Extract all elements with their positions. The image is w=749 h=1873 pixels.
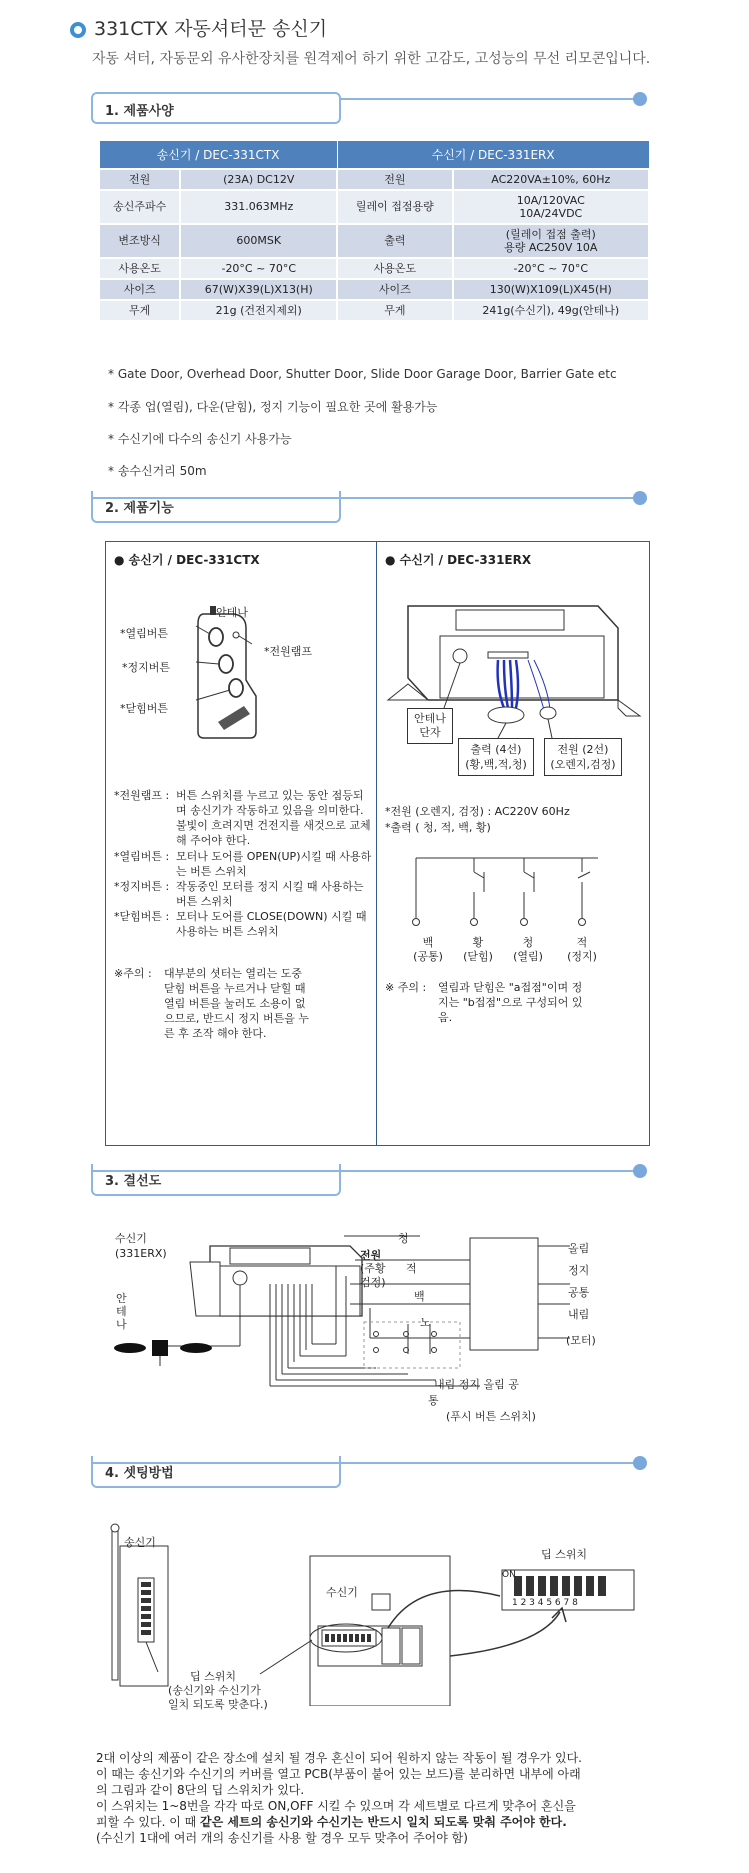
table-cell: 무게 — [99, 300, 180, 321]
tx-heading: ● 송신기 / DEC-331CTX — [114, 553, 260, 567]
rx-power-spec: *전원 (오렌지, 검정) : AC220V 60Hz — [385, 805, 570, 818]
wiring-antenna-label: 안 테 나 — [116, 1292, 127, 1331]
setting-para — [96, 1814, 582, 1830]
label-power-lamp: *전원램프 — [264, 645, 313, 658]
table-cell: 사용온도 — [337, 258, 452, 279]
setting-diagram — [100, 1516, 640, 1706]
setting-para: 2대 이상의 제품이 같은 장소에 설치 될 경우 혼신이 되어 원하지 않는 작동이 될 경우가 있다. — [96, 1751, 582, 1765]
page-title: 331CTX 자동셔터문 송신기 — [94, 18, 328, 40]
desc-key: *정지버튼 : — [114, 880, 170, 893]
table-cell: 241g(수신기), 49g(안테나) — [453, 300, 649, 321]
wiring-receiver-label: 수신기 (331ERX) — [115, 1232, 167, 1260]
desc-value: 버튼 스위치를 누르고 있는 동안 점등되며 송신기가 작동하고 있음을 의미한다. 불빛이 흐려지면 건전지를 새것으로 교체 해 주어야 한다. — [176, 789, 371, 847]
wiring-power-label: 전원 — [360, 1249, 382, 1262]
section-title: 4. 셋팅방법 — [91, 1456, 341, 1488]
spec-head-transmitter: 송신기 / DEC-331CTX — [99, 141, 337, 169]
setting-para: 의 그림과 같이 8단의 딥 스위치가 있다. — [96, 1783, 305, 1797]
desc-value: 작동중인 모터를 정지 시킬 때 사용하는 버튼 스위치 — [176, 880, 364, 908]
push-switch-label: (푸시 버튼 스위치) — [446, 1410, 536, 1423]
rx-heading: ● 수신기 / DEC-331ERX — [385, 553, 532, 567]
section-dot-icon — [633, 491, 647, 505]
setting-para: 이 스위치는 1~8번을 각각 따로 ON,OFF 시킬 수 있으며 각 세트별로 다르게 맞추어 혼신을 — [96, 1799, 576, 1813]
table-cell: 변조방식 — [99, 224, 180, 258]
setting-para: 이 때는 송신기와 수신기의 커버를 열고 PCB(부품이 붙어 있는 보드)를 분리하면 내부에 아래 — [96, 1767, 581, 1781]
section-dot-icon — [633, 1164, 647, 1178]
label-close-button: *닫힘버튼 — [120, 702, 169, 715]
switch-labels: 내림 정지 올림 공 — [434, 1378, 519, 1391]
desc-value: 모터나 도어를 OPEN(UP)시킬 때 사용하는 버튼 스위치 — [176, 850, 372, 878]
relay-label-stop: 적 (정지) — [567, 936, 597, 963]
note-item: * 수신기에 다수의 송신기 사용가능 — [108, 432, 292, 446]
setting-para-bold: 같은 세트의 송신기와 수신기는 반드시 일치 되도록 맞춰 주어야 한다. — [200, 1815, 567, 1829]
setting-description — [96, 1750, 582, 1846]
table-cell: 21g (건전지제외) — [180, 300, 337, 321]
section-title: 3. 결선도 — [91, 1164, 341, 1196]
setting-para: (수신기 1대에 여러 개의 송신기를 사용 할 경우 모두 맞추어 주어야 함) — [96, 1831, 468, 1845]
setting-dip-label: 딥 스위치 — [190, 1670, 237, 1683]
functions-box — [105, 541, 650, 1146]
caution-key: ※ 주의 : — [385, 981, 427, 994]
desc-value: 모터나 도어를 CLOSE(DOWN) 시킬 때 사용하는 버튼 스위치 — [176, 910, 367, 938]
label-antenna: 안테나 — [216, 606, 248, 619]
rx-output-spec: *출력 ( 청, 적, 백, 황) — [385, 821, 491, 834]
section-header-setting — [91, 1456, 647, 1492]
table-row — [99, 190, 649, 224]
table-cell: 사이즈 — [99, 279, 180, 300]
section-header-wiring — [91, 1164, 647, 1200]
table-cell: (릴레이 접점 출력) 용량 AC250V 10A — [453, 224, 649, 258]
section-rule — [341, 1170, 637, 1172]
note-item: * 각종 업(열림), 다운(닫힘), 정지 기능이 필요한 곳에 활용가능 — [108, 400, 438, 414]
label-power-wires: 전원 (2선) (오렌지,검정) — [544, 738, 622, 776]
table-cell: 600MSK — [180, 224, 337, 258]
table-cell: 전원 — [99, 169, 180, 190]
label-stop-button: *정지버튼 — [122, 661, 171, 674]
motor-terminal-down: 내림 — [568, 1308, 590, 1321]
table-cell: 릴레이 접점용량 — [337, 190, 452, 224]
setting-dip-numbers: 1 2 3 4 5 6 7 8 — [512, 1598, 578, 1608]
table-cell: 출력 — [337, 224, 452, 258]
caution-key: ※주의 : — [114, 967, 152, 980]
setting-on-label: ON — [502, 1570, 516, 1580]
motor-label: (모터) — [566, 1334, 596, 1347]
caution-text: 대부분의 셧터는 열리는 도중 닫힘 버튼을 누르거나 닫힐 때 열림 버튼을 눌러도 소용이 없으므로, 반드시 정지 버튼을 누른 후 조작 해야 한다. — [164, 967, 309, 1040]
setting-transmitter-label: 송신기 — [124, 1536, 156, 1549]
section-dot-icon — [633, 1456, 647, 1470]
note-item: * 송수신거리 50m — [108, 464, 207, 478]
table-cell: 무게 — [337, 300, 452, 321]
section-rule — [341, 497, 637, 499]
setting-para-normal: 피할 수 있다. 이 때 — [96, 1815, 201, 1829]
section-dot-icon — [633, 92, 647, 106]
motor-terminal-up: 올림 — [568, 1242, 590, 1255]
wiring-power-colors: (주황 검정) — [360, 1262, 386, 1289]
section-rule — [341, 98, 637, 100]
table-cell: -20°C ~ 70°C — [180, 258, 337, 279]
table-row — [99, 224, 649, 258]
section-header-spec — [91, 92, 647, 128]
setting-dip-note: (송신기와 수신기가 일치 되도록 맞춘다.) — [168, 1684, 268, 1711]
table-cell: 67(W)X39(L)X13(H) — [180, 279, 337, 300]
setting-dip-title: 딥 스위치 — [541, 1548, 588, 1561]
table-cell: 10A/120VAC 10A/24VDC — [453, 190, 649, 224]
title-bullet-icon — [70, 22, 86, 38]
section-header-functions — [91, 491, 647, 527]
table-row — [99, 169, 649, 190]
wire-red-label: 적 — [406, 1262, 417, 1275]
desc-key: *열림버튼 : — [114, 850, 170, 863]
page-subtitle: 자동 셔터, 자동문외 유사한장치를 원격제어 하기 위한 고감도, 고성능의 무선 리모콘입니다. — [92, 51, 651, 67]
caution-text: 열림과 닫힘은 "a접점"이며 정지는 "b접점"으로 구성되어 있음. — [438, 981, 583, 1024]
switch-common-label: 통 — [428, 1394, 439, 1407]
table-cell: (23A) DC12V — [180, 169, 337, 190]
wire-blue-label: 청 — [398, 1232, 409, 1245]
section-title: 2. 제품기능 — [91, 491, 341, 523]
label-output-wires: 출력 (4선) (황,백,적,청) — [458, 738, 534, 776]
table-row — [99, 300, 649, 321]
desc-key: *전원램프 : — [114, 789, 170, 802]
motor-terminal-stop: 정지 — [568, 1264, 590, 1277]
table-cell: -20°C ~ 70°C — [453, 258, 649, 279]
label-open-button: *열림버튼 — [120, 627, 169, 640]
table-cell: 사용온도 — [99, 258, 180, 279]
table-cell: 전원 — [337, 169, 452, 190]
divider — [376, 542, 377, 1145]
wire-white-label: 백 — [414, 1290, 425, 1303]
table-cell: 송신주파수 — [99, 190, 180, 224]
spec-table — [98, 140, 650, 322]
relay-label-open: 청 (열림) — [513, 936, 543, 963]
spec-head-receiver: 수신기 / DEC-331ERX — [337, 141, 649, 169]
section-title: 1. 제품사양 — [91, 92, 341, 124]
wire-yellow-label: 노 — [420, 1316, 431, 1329]
relay-label-common: 백 (공통) — [413, 936, 443, 963]
note-item: * Gate Door, Overhead Door, Shutter Door, Slide Door Garage Door, Barrier Gate etc — [108, 367, 617, 381]
table-cell: AC220VA±10%, 60Hz — [453, 169, 649, 190]
motor-terminal-common: 공통 — [568, 1286, 590, 1299]
relay-label-close: 황 (닫힘) — [463, 936, 493, 963]
section-rule — [341, 1462, 637, 1464]
table-cell: 사이즈 — [337, 279, 452, 300]
label-antenna-terminal: 안테나 단자 — [407, 708, 453, 744]
table-row — [99, 279, 649, 300]
table-cell: 331.063MHz — [180, 190, 337, 224]
setting-receiver-label: 수신기 — [326, 1586, 358, 1599]
desc-key: *닫힘버튼 : — [114, 910, 170, 923]
table-row — [99, 258, 649, 279]
table-cell: 130(W)X109(L)X45(H) — [453, 279, 649, 300]
